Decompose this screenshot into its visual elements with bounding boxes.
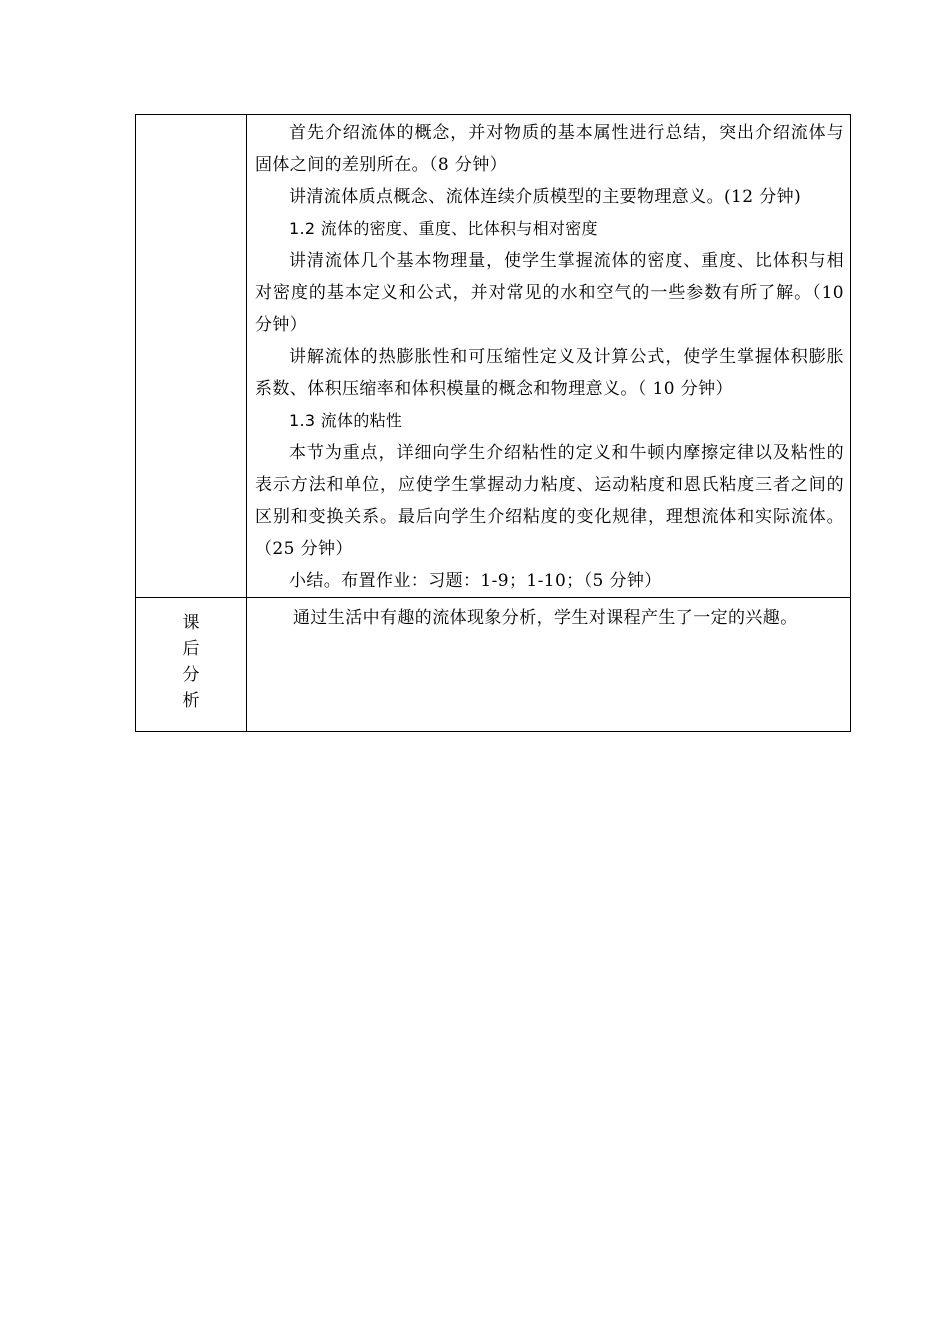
- paragraph-fluid-concept: 首先介绍流体的概念，并对物质的基本属性进行总结，突出介绍流体与固体之间的差别所在。（8 分钟）: [255, 123, 844, 175]
- section-heading-1-2: 1.2 流体的密度、重度、比体积与相对密度: [289, 219, 598, 238]
- teaching-content-cell: [247, 115, 851, 598]
- post-class-analysis-text: 通过生活中有趣的流体现象分析，学生对课程产生了一定的兴趣。: [293, 608, 798, 628]
- paragraph-physical-quantities: 讲清流体几个基本物理量，使学生掌握流体的密度、重度、比体积与相对密度的基本定义和公式，并对常见的水和空气的一些参数有所了解。（10 分钟）: [255, 251, 844, 335]
- post-class-analysis-label: 课后分析: [182, 613, 200, 711]
- section-heading-1-3: 1.3 流体的粘性: [289, 411, 403, 430]
- paragraph-viscosity: 本节为重点，详细向学生介绍粘性的定义和牛顿内摩擦定律以及粘性的表示方法和单位，应使学生掌握动力粘度、运动粘度和恩氏粘度三者之间的区别和变换关系。最后向学生介绍粘度的变化规律，理想流体和实际流体。（25 分钟）: [255, 443, 844, 559]
- lesson-plan-table: [135, 114, 851, 732]
- paragraph-summary-homework: 小结。布置作业：习题：1-9；1-10；（5 分钟）: [289, 571, 662, 591]
- paragraph-continuum-model: 讲清流体质点概念、流体连续介质模型的主要物理意义。(12 分钟): [289, 187, 802, 207]
- paragraph-expansion-compressibility: 讲解流体的热膨胀性和可压缩性定义及计算公式，使学生掌握体积膨胀系数、体积压缩率和体积模量的概念和物理意义。（ 10 分钟）: [255, 347, 844, 399]
- teaching-content-row: [136, 115, 851, 598]
- post-class-analysis-label-cell: [136, 598, 247, 732]
- post-class-analysis-cell: [247, 598, 851, 732]
- post-class-analysis-row: [136, 598, 851, 732]
- teaching-content-label-cell: [136, 115, 247, 598]
